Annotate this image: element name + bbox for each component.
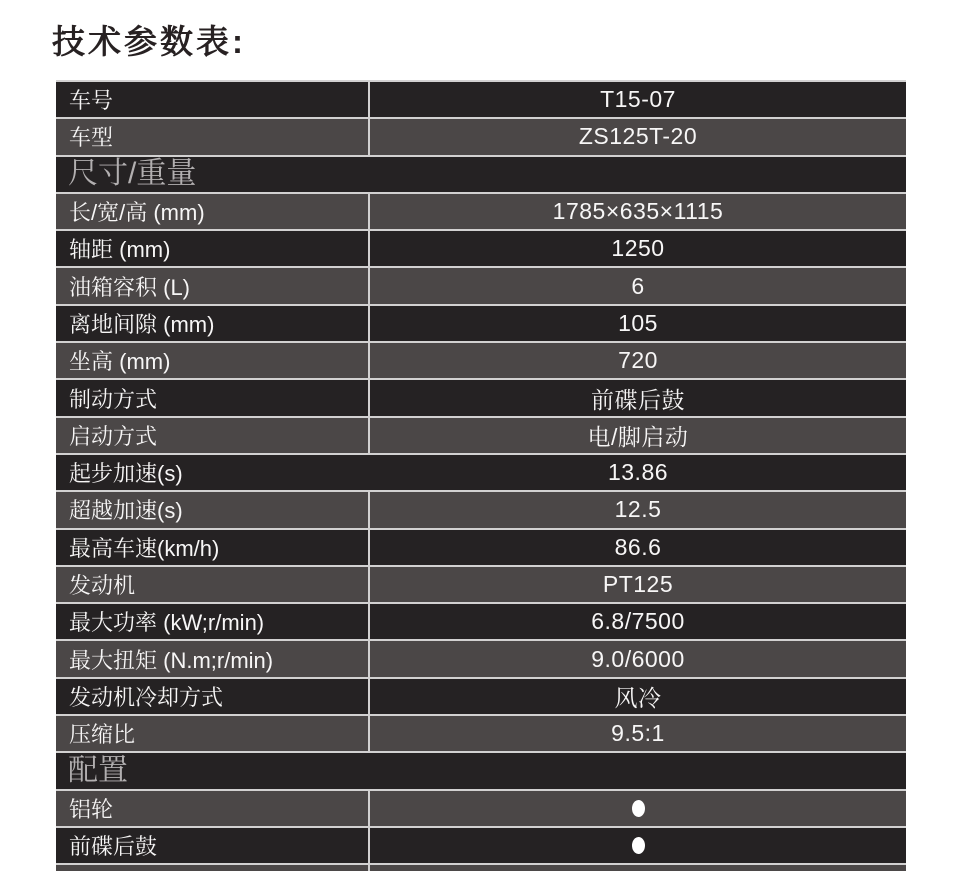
table-row (56, 343, 906, 380)
bullet-dot-icon (632, 800, 645, 817)
row-value: 12.5 (614, 496, 662, 523)
row-label: 铝轮 (56, 791, 370, 826)
table-row (56, 231, 906, 268)
table-row (56, 455, 906, 492)
row-label: 坐高 (mm) (56, 343, 370, 378)
row-label: 制动方式 (56, 380, 370, 415)
row-value: 电/脚启动 (587, 423, 689, 450)
row-label: 前碟后鼓 (56, 828, 370, 863)
table-row (56, 492, 906, 529)
table-row (56, 567, 906, 604)
row-label: 起步加速(s) (69, 461, 183, 487)
row-label: 车型 (56, 119, 370, 154)
row-label: 离地间隙 (mm) (56, 306, 370, 341)
row-value (370, 791, 906, 826)
row-label: 超越加速(s) (56, 492, 370, 527)
spec-table (56, 80, 906, 871)
table-row (56, 679, 906, 716)
row-value (370, 865, 906, 871)
row-label: 长/宽/高 (mm) (56, 194, 370, 229)
row-label: 车号 (56, 82, 370, 117)
row-label: 最高车速(km/h) (56, 530, 370, 565)
row-label: 发动机冷却方式 (56, 679, 370, 714)
row-label: 最大功率 (kW;r/min) (56, 604, 370, 639)
partial-row (56, 865, 906, 871)
page-title: 技术参数表: (52, 23, 246, 60)
table-row (56, 604, 906, 641)
row-value: 9.0/6000 (591, 645, 685, 672)
section-header-row (56, 157, 906, 194)
table-row (56, 828, 906, 865)
row-value: 1250 (611, 235, 665, 262)
row-value: 105 (618, 309, 658, 336)
table-row (56, 82, 906, 119)
section-header-row (56, 753, 906, 790)
row-label: 启动方式 (56, 418, 370, 453)
row-value (370, 828, 906, 863)
table-row (56, 194, 906, 231)
row-value: 前碟后鼓 (591, 386, 685, 413)
bullet-dot-icon (632, 837, 645, 854)
row-label: 最大扭矩 (N.m;r/min) (56, 641, 370, 676)
table-row (56, 119, 906, 156)
row-value: 13.86 (607, 459, 669, 486)
row-value: ZS125T-20 (578, 123, 698, 150)
section-header-label: 配置 (68, 753, 128, 787)
row-value: 720 (618, 347, 658, 374)
row-label (56, 865, 370, 871)
row-value: 6.8/7500 (591, 608, 685, 635)
table-row (56, 306, 906, 343)
row-label: 发动机 (56, 567, 370, 602)
row-label: 轴距 (mm) (56, 231, 370, 266)
table-row (56, 380, 906, 417)
row-value: 1785×635×1115 (552, 198, 724, 225)
row-value: 86.6 (614, 533, 662, 560)
row-value: 6 (631, 272, 645, 299)
table-row (56, 791, 906, 828)
row-value: 风冷 (614, 684, 662, 711)
row-value: 9.5:1 (611, 720, 665, 747)
table-row (56, 268, 906, 305)
table-row (56, 530, 906, 567)
table-row (56, 418, 906, 455)
table-row (56, 641, 906, 678)
table-row (56, 716, 906, 753)
row-label: 油箱容积 (L) (56, 268, 370, 303)
row-value: T15-07 (600, 86, 676, 113)
row-value: PT125 (602, 571, 674, 597)
section-header-label: 尺寸/重量 (68, 157, 197, 191)
row-label: 压缩比 (56, 716, 370, 751)
